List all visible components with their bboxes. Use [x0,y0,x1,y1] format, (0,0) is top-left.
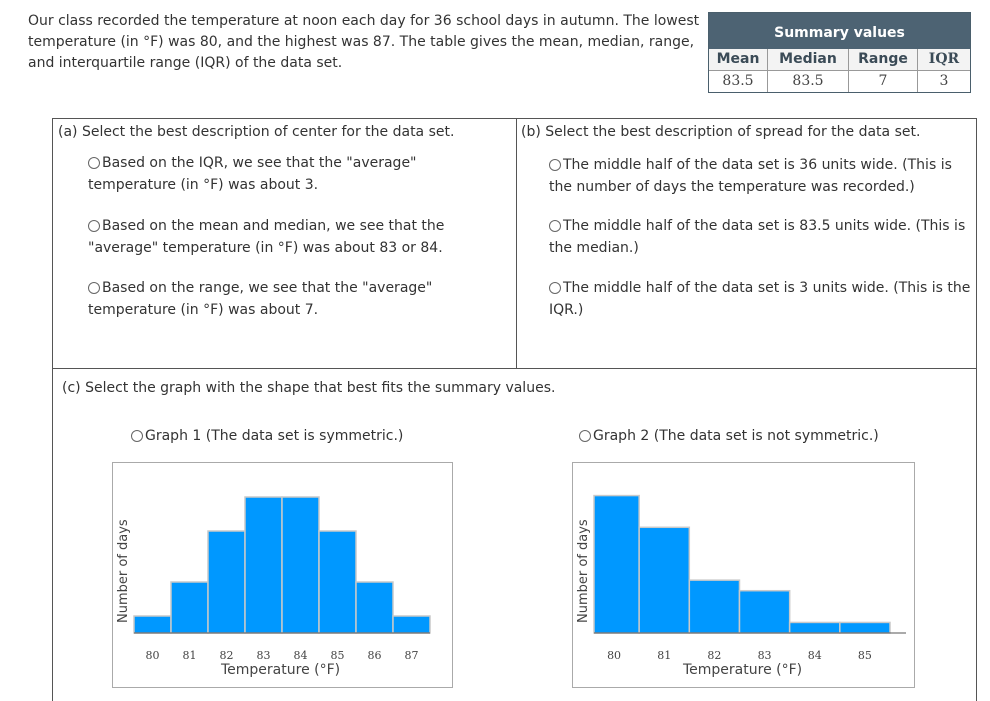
graph-1-frame [112,462,453,688]
value-iqr: 3 [939,73,949,89]
graph-1-tick-87: 87 [404,649,419,662]
graph-1-tick-83: 83 [256,649,271,662]
summary-table [708,12,971,93]
radio-icon[interactable] [549,282,561,294]
graph-1-bar-85 [319,531,356,633]
graph-1-bar-83 [245,497,282,633]
header-mean: Mean [709,49,768,70]
graph-1-tick-85: 85 [330,649,345,662]
value-range: 7 [849,71,918,92]
radio-icon[interactable] [549,220,561,232]
graph-1-tick-86: 86 [367,649,382,662]
radio-icon[interactable] [88,157,100,169]
graph-1-xlabel: Temperature (°F) [221,662,341,678]
header-range: Range [849,49,918,70]
graph-2-tick-85: 85 [857,649,872,662]
part-a-option-2[interactable]: Based on the mean and median, we see that the "average" temperature (in °F) was about 83 or 84. [88,218,445,256]
part-b-option-2[interactable]: The middle half of the data set is 83.5 units wide. (This is the median.) [549,218,966,256]
part-a-option-1[interactable]: Based on the IQR, we see that the "average" temperature (in °F) was about 3. [88,155,417,193]
graph-1-bar-87 [393,616,430,633]
graph-1-bar-84 [282,497,319,633]
graph-1-tick-84: 84 [293,649,308,662]
graph-2-option[interactable]: Graph 2 (The data set is not symmetric.) [579,425,879,447]
part-b-option-1[interactable]: The middle half of the data set is 36 units wide. (This is the number of days the temperature was recorded.) [549,157,952,195]
graph-1-tick-80: 80 [145,649,160,662]
graph-1-option[interactable]: Graph 1 (The data set is symmetric.) [131,425,403,447]
graph-2-bar-83 [739,591,789,633]
graph-1-ylabel: Number of days [116,519,131,623]
graph-2-tick-81: 81 [657,649,672,662]
graph-1-tick-82: 82 [219,649,234,662]
graph-2-bar-84 [790,622,840,633]
radio-icon[interactable] [88,220,100,232]
graph-2-bar-81 [639,527,689,633]
radio-icon[interactable] [549,159,561,171]
header-iqr: IQR [928,51,960,67]
radio-icon[interactable] [88,282,100,294]
graph-1-bar-82 [208,531,245,633]
value-median: 83.5 [768,71,849,92]
value-mean: 83.5 [709,71,768,92]
part-b-option-3[interactable]: The middle half of the data set is 3 units wide. (This is the IQR.) [549,280,971,318]
radio-icon[interactable] [579,430,591,442]
graph-1-bar-81 [171,582,208,633]
graph-2-bar-85 [840,622,890,633]
header-median: Median [768,49,849,70]
graph-1-bar-86 [356,582,393,633]
graph-2-tick-84: 84 [807,649,822,662]
part-c-border-right [976,367,977,701]
graph-2-ylabel: Number of days [576,519,591,623]
summary-caption: Summary values [709,13,970,49]
graph-2-chart [573,463,914,687]
graph-1-bar-80 [134,616,171,633]
graph-2-tick-80: 80 [607,649,622,662]
part-a-question: (a) Select the best description of center for the data set. [58,124,455,140]
graph-2-bar-82 [689,580,739,633]
graph-2-tick-83: 83 [757,649,772,662]
part-b-question: (b) Select the best description of spread for the data set. [521,124,921,140]
graph-2-xlabel: Temperature (°F) [683,662,803,678]
graph-1-tick-81: 81 [182,649,197,662]
graph-2-bar-80 [594,496,639,633]
intro-text: Our class recorded the temperature at noon each day for 36 school days in autumn. The lowest temperature (in °F) was 80, and the highest was 87. The table gives the mean, median, range, and interquartile range (IQR) of the data set. [28,13,700,71]
part-c-border-left [52,367,53,701]
radio-icon[interactable] [131,430,143,442]
part-a-option-3[interactable]: Based on the range, we see that the "average" temperature (in °F) was about 7. [88,280,433,318]
part-c-question: (c) Select the graph with the shape that best fits the summary values. [62,380,556,396]
graph-2-tick-82: 82 [707,649,722,662]
graph-1-chart [113,463,452,687]
graph-2-frame [572,462,915,688]
